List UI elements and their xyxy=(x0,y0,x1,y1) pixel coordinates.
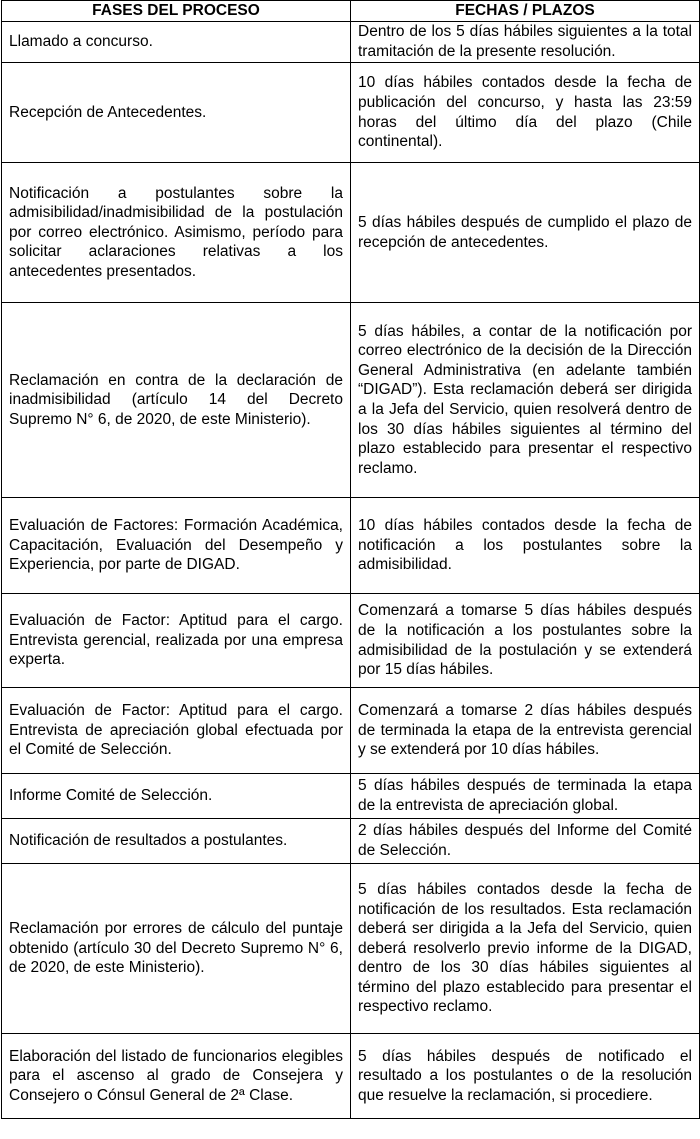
deadline-cell: 5 días hábiles después de terminada la etapa de la entrevista de apreciación global. xyxy=(351,774,700,819)
deadline-cell: Comenzará a tomarse 5 días hábiles después de la notificación a los postulantes sobre la admisibilidad de la postulación y se extenderá por 15 días hábiles. xyxy=(351,594,700,688)
phase-cell: Recepción de Antecedentes. xyxy=(2,63,351,163)
deadline-cell: 5 días hábiles después de cumplido el plazo de recepción de antecedentes. xyxy=(351,163,700,303)
deadline-cell: 2 días hábiles después del Informe del Comité de Selección. xyxy=(351,819,700,864)
table-row xyxy=(2,303,700,498)
deadline-cell: 5 días hábiles después de notificado el resultado a los postulantes o de la resolución que resuelve la reclamación, si procediere. xyxy=(351,1034,700,1119)
deadline-cell: Dentro de los 5 días hábiles siguientes a la total tramitación de la presente resolución. xyxy=(351,22,700,63)
phase-cell: Evaluación de Factor: Aptitud para el cargo. Entrevista de apreciación global efectuada por el Comité de Selección. xyxy=(2,688,351,774)
deadline-cell: 5 días hábiles contados desde la fecha de notificación de los resultados. Esta reclamación deberá ser dirigida a la Jefa del Servicio, quien deberá resolverlo previo informe de la DIGAD, dentro de los 30 días hábiles siguientes al término del plazo establecido para presentar el respectivo reclamo. xyxy=(351,864,700,1034)
phase-cell: Informe Comité de Selección. xyxy=(2,774,351,819)
table-row xyxy=(2,498,700,594)
table-row xyxy=(2,774,700,819)
header-fases-del-proceso: FASES DEL PROCESO xyxy=(2,1,351,22)
header-fechas-plazos: FECHAS / PLAZOS xyxy=(351,1,700,22)
table-row xyxy=(2,63,700,163)
table-row xyxy=(2,864,700,1034)
table-row xyxy=(2,819,700,864)
table-row xyxy=(2,163,700,303)
phase-cell: Notificación a postulantes sobre la admisibilidad/inadmisibilidad de la postulación por correo electrónico. Asimismo, período para solicitar aclaraciones relativas a los antecedentes presentados. xyxy=(2,163,351,303)
deadline-cell: 10 días hábiles contados desde la fecha de publicación del concurso, y hasta las 23:59 horas del último día del plazo (Chile continental). xyxy=(351,63,700,163)
table-row xyxy=(2,688,700,774)
phase-cell: Elaboración del listado de funcionarios elegibles para el ascenso al grado de Consejera y Consejero o Cónsul General de 2ª Clase. xyxy=(2,1034,351,1119)
table-row xyxy=(2,594,700,688)
phase-cell: Reclamación en contra de la declaración de inadmisibilidad (artículo 14 del Decreto Supremo N° 6, de 2020, de este Ministerio). xyxy=(2,303,351,498)
phase-cell: Evaluación de Factor: Aptitud para el cargo. Entrevista gerencial, realizada por una empresa experta. xyxy=(2,594,351,688)
table-row xyxy=(2,22,700,63)
deadline-cell: Comenzará a tomarse 2 días hábiles después de terminada la etapa de la entrevista gerencial y se extenderá por 10 días hábiles. xyxy=(351,688,700,774)
phase-cell: Reclamación por errores de cálculo del puntaje obtenido (artículo 30 del Decreto Supremo N° 6, de 2020, de este Ministerio). xyxy=(2,864,351,1034)
phase-cell: Evaluación de Factores: Formación Académica, Capacitación, Evaluación del Desempeño y Experiencia, por parte de DIGAD. xyxy=(2,498,351,594)
process-schedule-table xyxy=(1,0,700,1119)
table-header-row xyxy=(2,1,700,22)
phase-cell: Llamado a concurso. xyxy=(2,22,351,63)
deadline-cell: 10 días hábiles contados desde la fecha de notificación a los postulantes sobre la admisibilidad. xyxy=(351,498,700,594)
phase-cell: Notificación de resultados a postulantes. xyxy=(2,819,351,864)
table-row xyxy=(2,1034,700,1119)
deadline-cell: 5 días hábiles, a contar de la notificación por correo electrónico de la decisión de la Dirección General Administrativa (en adelante también “DIGAD”). Esta reclamación deberá ser dirigida a la Jefa del Servicio, quien resolverá dentro de los 30 días hábiles siguientes al término del plazo establecido para presentar el respectivo reclamo. xyxy=(351,303,700,498)
